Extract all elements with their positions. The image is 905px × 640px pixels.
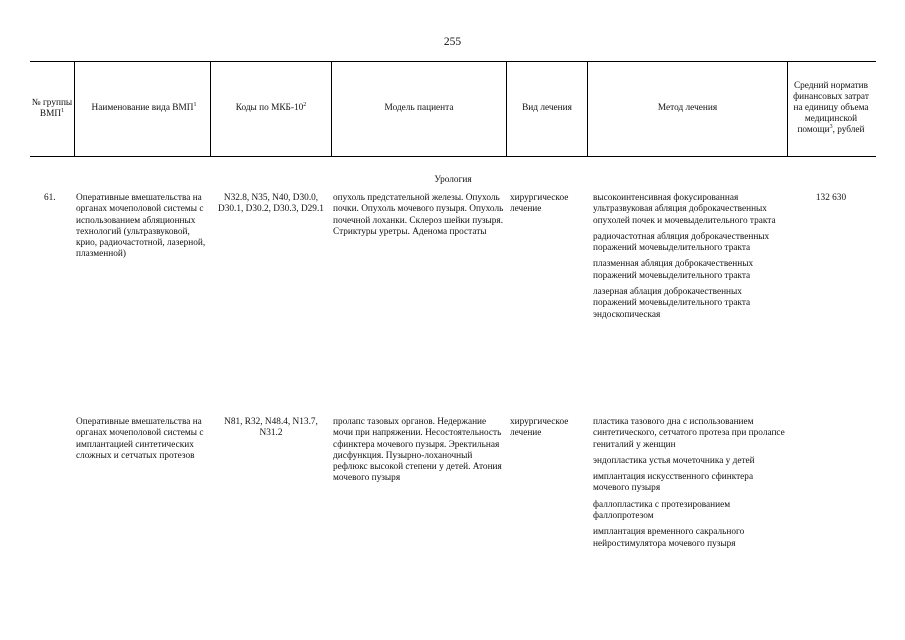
header-bottom-border [30, 156, 876, 157]
header-patient-model [332, 62, 506, 155]
header-icd-codes-label: Коды по МКБ-10 [235, 103, 304, 113]
page-number: 255 [443, 36, 462, 48]
column-divider [787, 61, 788, 156]
cell-vmp-name: Оперативные вмешательства на органах мочеполовой системы с имплантацией синтетических сложных и сетчатых протезов [76, 417, 204, 461]
header-group-no [31, 62, 73, 155]
header-treatment-type-label: Вид лечения [522, 103, 572, 113]
header-icd-codes [211, 62, 331, 155]
method-item: имплантация временного сакрального нейростимулятора мочевого пузыря [593, 527, 745, 549]
footnote-marker: 1 [193, 101, 197, 108]
header-group-no-label: № группы ВМП [31, 97, 73, 119]
cell-icd-codes: N81, R32, N48.4, N13.7, N31.2 [224, 417, 318, 439]
column-divider [74, 61, 75, 156]
cell-vmp-name: Оперативные вмешательства на органах мочеполовой системы с использованием абляционных технологий (ультразвуковой, крио, радиочастотной, лазерной, плазменной) [76, 193, 206, 260]
header-vmp-name-label: Наименование вида ВМП [91, 103, 194, 113]
cell-patient-model: пролапс тазовых органов. Недержание мочи при напряжении. Несостоятельность сфинктера мочевого пузыря. Эректильная дисфункция. Пузырно-лоханочный рефлюкс высокой степени у детей. Атония мочевого пузыря [333, 417, 502, 484]
cell-cost: 132 630 [815, 193, 847, 203]
method-item: пластика тазового дна с использованием синтетического, сетчатого протеза при пролапсе гениталий у женщин [593, 417, 785, 450]
cell-treatment-type: хирургическое лечение [510, 417, 569, 439]
footnote-marker: 2 [303, 101, 307, 108]
method-item: имплантация искусственного сфинктера мочевого пузыря [593, 472, 754, 494]
header-treatment-method [588, 62, 787, 155]
method-item: радиочастотная абляция доброкачественных поражений мочевыделительного тракта [593, 231, 770, 254]
cell-group-no: 61. [44, 193, 56, 203]
method-item: высокоинтенсивная фокусированная ультразвуковая абляция доброкачественных опухолей почек и мочевыделительного тракта [593, 193, 776, 226]
cell-patient-model: опухоль предстательной железы. Опухоль почки. Опухоль мочевого пузыря. Опухоль почечной лоханки. Склероз шейки пузыря. Стриктуры уретры. Аденома простаты [333, 193, 504, 237]
method-item: фаллопластика с протезированием фаллопротезом [593, 499, 731, 522]
method-item: плазменная абляция доброкачественных поражений мочевыделительного тракта [593, 259, 754, 281]
method-item: эндопластика устья мочеточника у детей [593, 455, 755, 466]
cell-icd-codes: N32.8, N35, N40, D30.0, D30.1, D30.2, D30.3, D29.1 [218, 193, 324, 215]
cell-treatment-type: хирургическое лечение [510, 193, 569, 215]
cell-treatment-methods [593, 193, 785, 326]
header-treatment-method-label: Метод лечения [657, 103, 718, 113]
header-patient-model-label: Модель пациента [384, 103, 454, 113]
header-cost-norm-suffix: , рублей [832, 125, 865, 135]
header-treatment-type [507, 62, 587, 155]
method-item: лазерная аблация доброкачественных поражений мочевыделительного тракта эндоскопическая [593, 287, 751, 320]
section-title: Урология [434, 175, 472, 185]
footnote-marker: 3 [829, 123, 833, 130]
header-cost-norm-label: Средний норматив финансовых затрат на единицу объема медицинской помощи [793, 81, 869, 135]
header-vmp-name [79, 62, 209, 155]
cell-treatment-methods [593, 417, 787, 555]
header-cost-norm [789, 62, 873, 155]
footnote-marker: 1 [61, 107, 65, 114]
